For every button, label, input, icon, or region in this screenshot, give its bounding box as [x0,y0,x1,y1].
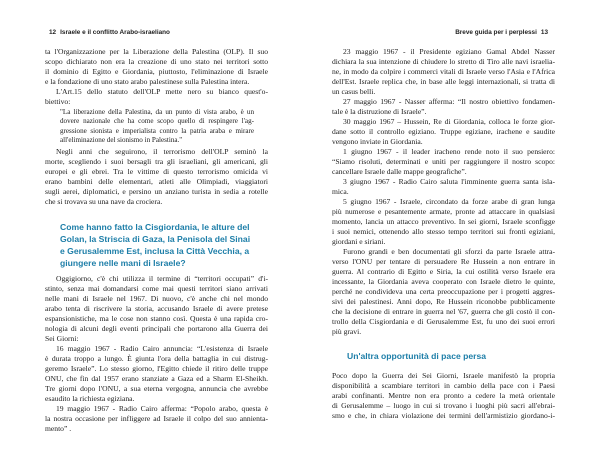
text-line: stinto, senza mai domandarsi come mai questi territori siano arrivati [45,284,268,294]
text-line: scopo dichiarato non era la creazione di uno stato nei territori sotto [45,57,268,66]
paragraph [45,147,268,207]
text-line: Poco dopo la Guerra dei Sei Giorni, Israele manifestò la propria [332,371,555,380]
paragraph [332,47,555,97]
text-line: europei e gli ebrei. Tra le vittime di questo terrorismo omicida vi [45,167,268,177]
text-line: disponibilità a scambiare territori in cambio della pace con i Paesi [332,381,555,390]
text-line: Un'altra opportunità di pace persa [347,351,487,361]
text-line: più numerose e pesantemente armate, pronte ad attaccare in qualsiasi [332,207,555,216]
text-line: all'eliminazione del sionismo in Palestina." [60,135,183,144]
text-line: 27 maggio 1967 - Nasser afferma: “Il nostro obiettivo fondamen- [343,97,555,106]
text-line: esaudito la richiesta egiziana. [45,394,135,404]
text-line: erano bambini delle elementari, atleti alle Olimpiadi, viaggiatori [45,177,268,187]
block-quote [60,108,254,145]
running-header [45,29,170,36]
paragraph [332,97,555,117]
text-line: 5 giugno 1967 - Israele, circondato da forze arabe di gran lunga [343,197,555,206]
text-line: dell'Est. Israele replica che, in base alle leggi internazionali, si tratta di [332,77,555,86]
text-line: gressione sionista e imperialista contro la patria araba e mirare [60,126,254,135]
text-line: mento” . [45,424,72,434]
text-line: di Gerusalemme – luogo in cui si trovano i luoghi più sacri all'ebrai- [332,401,555,410]
text-line: i suoi nemici, ottenendo allo stesso tempo territori sui fronti egiziani, [332,227,555,236]
text-line: 3 giugno 1967 - Radio Cairo saluta l'imminente guerra santa isla- [343,177,555,186]
text-line: tale è la distruzione di Israele”. [332,107,427,116]
text-line: ONU, che fin dal 1957 erano stanziate a Gaza ed a Sharm El-Sheikh. [45,374,268,384]
text-line: che si trovava su una nave da crociera. [45,197,163,207]
section-heading [60,221,268,269]
text-line: Oggigiorno, c'è chi utilizza il termine di “territori occupati” d'i- [56,274,268,284]
text-line: sugli aerei, diplomatici, e persino un anziano turista in sedia a rotelle [45,187,268,197]
text-line: giordani e siriani. [332,237,386,246]
running-title: Breve guida per i perplessi [455,29,537,36]
paragraph [332,177,555,197]
page-body [45,47,268,434]
text-line: cancellare Israele dalle mappe geografiche”. [332,167,467,176]
text-line: Negli anni che seguirono, il terrorismo dell'OLP seminò la [56,147,268,157]
text-line: nologia di alcuni degli eventi principali che portarono alla Guerra dei [45,324,268,334]
text-line: nelle mani di Israele nel 1967. Di nuovo, c'è anche chi nel mondo [45,294,268,304]
text-line: verso l'ONU per tentare di persuadere Re Hussein a non entrare in [332,257,555,266]
text-line: che la decisione di entrare in guerra nel '67, guerra che gli costò il con- [332,307,555,316]
text-line: giungere nelle mani di Israele? [60,258,186,269]
text-line: momento, lancia un attacco preventivo. In sei giorni, Israele sconfigge [332,217,555,226]
text-line: Come hanno fatto la Cisgiordania, le alture del [60,222,250,233]
text-line: Tre giorni dopo l'ONU, a sua eterna vergogna, annuncia che avrebbe [45,384,268,394]
page-body [332,47,555,421]
paragraph [332,117,555,147]
text-line: e la fondazione di uno stato arabo palestinese sulla Palestina intera. [45,77,250,86]
text-line: "La liberazione della Palestina, da un punto di vista arabo, è un [60,108,254,116]
text-line: 16 maggio 1967 - Radio Cairo annuncia: “L'esistenza di Israele [56,344,268,354]
text-line: “Siamo risoluti, determinati e uniti per raggiungere il nostro scopo: [332,157,555,166]
text-line: dovere nazionale che ha come scopo quello di respingere l'ag- [60,117,254,126]
text-line: arabi confinanti. Mentre non era pronto a cedere la metà orientale [332,391,555,400]
text-line: 30 maggio 1967 – Hussein, Re di Giordania, colloca le forze gior- [343,117,555,126]
paragraph [332,197,555,247]
text-line: guerra. Al contrario di Egitto e Siria, la cui ostilità verso Israele era [332,267,555,276]
text-line: geremo Israele”. Lo stesso giorno, l'Egitto chiede il ritiro delle truppe [45,364,268,374]
text-line: il dominio di Egitto e Giordania, piuttosto, l'eliminazione di Israele [45,67,268,76]
text-line: L'Art.15 dello statuto dell'OLP mette nero su bianco quest'o- [56,87,268,96]
paragraph [332,247,555,337]
text-line: sivi dei palestinesi. Anni dopo, Re Hussein riconobbe pubblicamente [332,297,555,306]
text-line: smo e che, in chiara violazione dei termini dell'armistizio giordano-i- [332,411,555,420]
paragraph [45,274,268,344]
text-line: trollo della Cisgiordania e di Gerusalemme Est, fu uno dei suoi errori [332,317,555,326]
text-line: dichiara la sua intenzione di chiudere lo stretto di Tiro alle navi israelia- [332,57,555,66]
text-line: 19 maggio 1967 - Radio Cairo afferma: “Popolo arabo, questa è [56,404,268,414]
page-number: 12 [49,29,57,36]
text-line: vengono inviate in Giordania. [332,137,423,146]
text-line: 1 giugno 1967 - il leader iracheno rende noto il suo pensiero: [343,147,555,156]
text-line: un casus belli. [332,87,376,96]
paragraph [45,404,268,434]
text-line: Sei Giorni: [45,334,79,344]
text-line: biettivo: [45,97,71,106]
text-line: ne, in modo da colpire i commerci vitali di Israele verso l'Asia e l'Africa [332,67,555,76]
paragraph [45,87,268,107]
text-line: dane sotto il controllo egiziano. Truppe egiziane, irachene e saudite [332,127,555,136]
paragraph [45,47,268,87]
text-line: morte, scegliendo i suoi bersagli tra gli israeliani, gli americani, gli [45,157,268,167]
text-line: la nostra occasione per infliggere ad Israele il colpo del suo annienta- [45,414,268,424]
page-number: 13 [540,29,548,36]
text-line: Golan, la Striscia di Gaza, la Penisola del Sinai [60,234,251,245]
running-title: Israele e il conflitto Arabo-israeliano [60,29,170,36]
paragraph [332,371,555,421]
paragraph [45,344,268,404]
paragraph [332,147,555,177]
text-line: arabo tenta di riscrivere la storia, accusando Israele di avere pretese [45,304,268,314]
text-line: è durata troppo a lungo. È giunta l'ora della battaglia in cui distrug- [45,354,268,364]
right-page [300,0,600,463]
text-line: incessante, la Giordania aveva cooperato con Israele dietro le quinte, [332,277,555,286]
text-line: più gravi. [332,327,362,336]
text-line: perché ne condivideva una certa preoccupazione per i progetti aggres- [332,287,555,296]
text-line: Furono grandi e ben documentati gli sforzi da parte Israele attra- [343,247,555,256]
text-line: 23 maggio 1967 - il Presidente egiziano Gamal Abdel Nasser [343,47,555,56]
text-line: mica. [332,187,349,196]
text-line: ta l'Organizzazione per la Liberazione della Palestina (OLP). Il suo [45,47,268,56]
text-line: e Gerusalemme Est, inclusa la Città Vecchia, a [60,246,250,257]
running-header [455,29,552,36]
section-heading [347,350,555,362]
text-line: espansionistiche, ma le cose non stanno così. Questa è una rapida cro- [45,314,268,324]
